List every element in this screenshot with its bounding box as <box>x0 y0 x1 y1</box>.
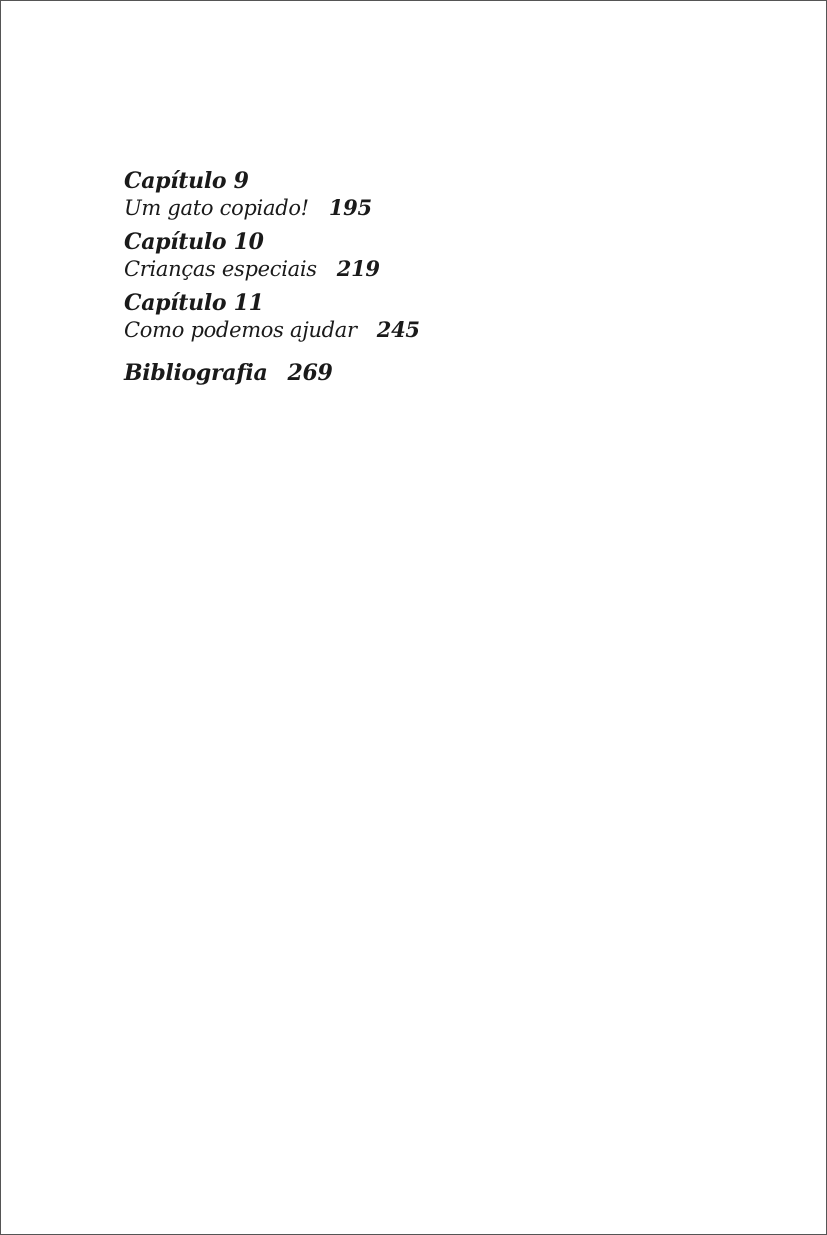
chapter-label: Capítulo 11 <box>124 290 264 316</box>
chapter-label: Capítulo 9 <box>124 168 249 194</box>
toc-entry-bibliography <box>124 360 724 387</box>
chapter-label: Capítulo 10 <box>124 229 264 255</box>
page-number: 269 <box>287 360 333 386</box>
bibliography-label: Bibliografia <box>124 360 268 386</box>
table-of-contents <box>124 168 724 387</box>
chapter-title-line <box>124 195 724 221</box>
toc-entry-chapter-11 <box>124 290 724 343</box>
chapter-title: Um gato copiado! <box>124 196 309 220</box>
chapter-title: Como podemos ajudar <box>124 318 357 342</box>
page-number: 245 <box>376 317 420 342</box>
chapter-title-line <box>124 256 724 282</box>
chapter-title: Crianças especiais <box>124 257 317 281</box>
page-number: 219 <box>336 256 380 281</box>
toc-entry-chapter-10 <box>124 229 724 282</box>
page-number: 195 <box>328 195 372 220</box>
chapter-title-line <box>124 317 724 343</box>
toc-entry-chapter-9 <box>124 168 724 221</box>
